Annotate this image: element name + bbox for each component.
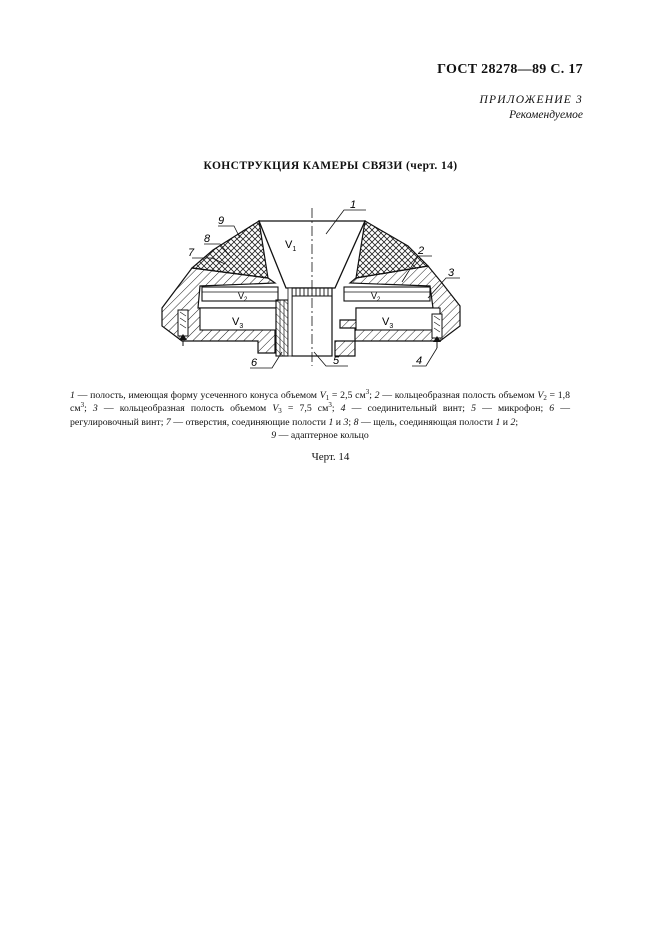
- ring-cavity-right: [344, 287, 430, 301]
- callout-9: 9: [218, 215, 225, 227]
- label-v2-right: $V_2$: [371, 291, 381, 303]
- figure-caption: 1 — полость, имеющая форму усеченного конуса объемом $V_1 = 2,5$ $см^3$; 2 — кольцеобразная полость объемом $V_2 = 1,8$ $см^3$; 3 — кольцеобразная полость объемом $V_3 = 7,5$ $см^3$; 4 — соединительный винт; 5 — микрофон; 6 — регулировочный винт; 7 — отверстия, соединяющие полости 1 и 3; 8 — щель, соединяющая полости 1 и 2; 9 — адаптерное кольцо: [70, 388, 571, 442]
- appendix-status: Рекомендуемое: [509, 109, 583, 121]
- ring-cavity-right-large: [356, 308, 440, 330]
- callout-1: 1: [350, 199, 357, 211]
- adjusting-screw: [276, 300, 288, 356]
- callout-2: 2: [418, 245, 425, 257]
- coupler-drawing-svg: [150, 188, 480, 376]
- callout-5: 5: [333, 355, 340, 367]
- callout-3: 3: [448, 267, 455, 279]
- appendix-block: [479, 93, 583, 123]
- label-v2-left: $V_2$: [238, 291, 248, 303]
- label-v1: $V_1$: [285, 239, 297, 253]
- callout-8: 8: [204, 233, 211, 245]
- section-title: КОНСТРУКЦИЯ КАМЕРЫ СВЯЗИ (черт. 14): [203, 160, 458, 172]
- callout-6: 6: [251, 357, 258, 369]
- connecting-screw-right: [432, 314, 442, 348]
- coupler-drawing: [150, 188, 480, 376]
- callout-7: 7: [188, 247, 195, 259]
- appendix-title: ПРИЛОЖЕНИЕ 3: [479, 94, 583, 106]
- label-v3-right: $V_3$: [382, 316, 394, 330]
- label-v3-left: $V_3$: [232, 316, 244, 330]
- callout-4: 4: [416, 355, 423, 367]
- caption-last-line: 9 — адаптерное кольцо: [271, 430, 369, 442]
- document-header: ГОСТ 28278—89 С. 17: [437, 62, 583, 77]
- figure-label: Черт. 14: [311, 451, 350, 463]
